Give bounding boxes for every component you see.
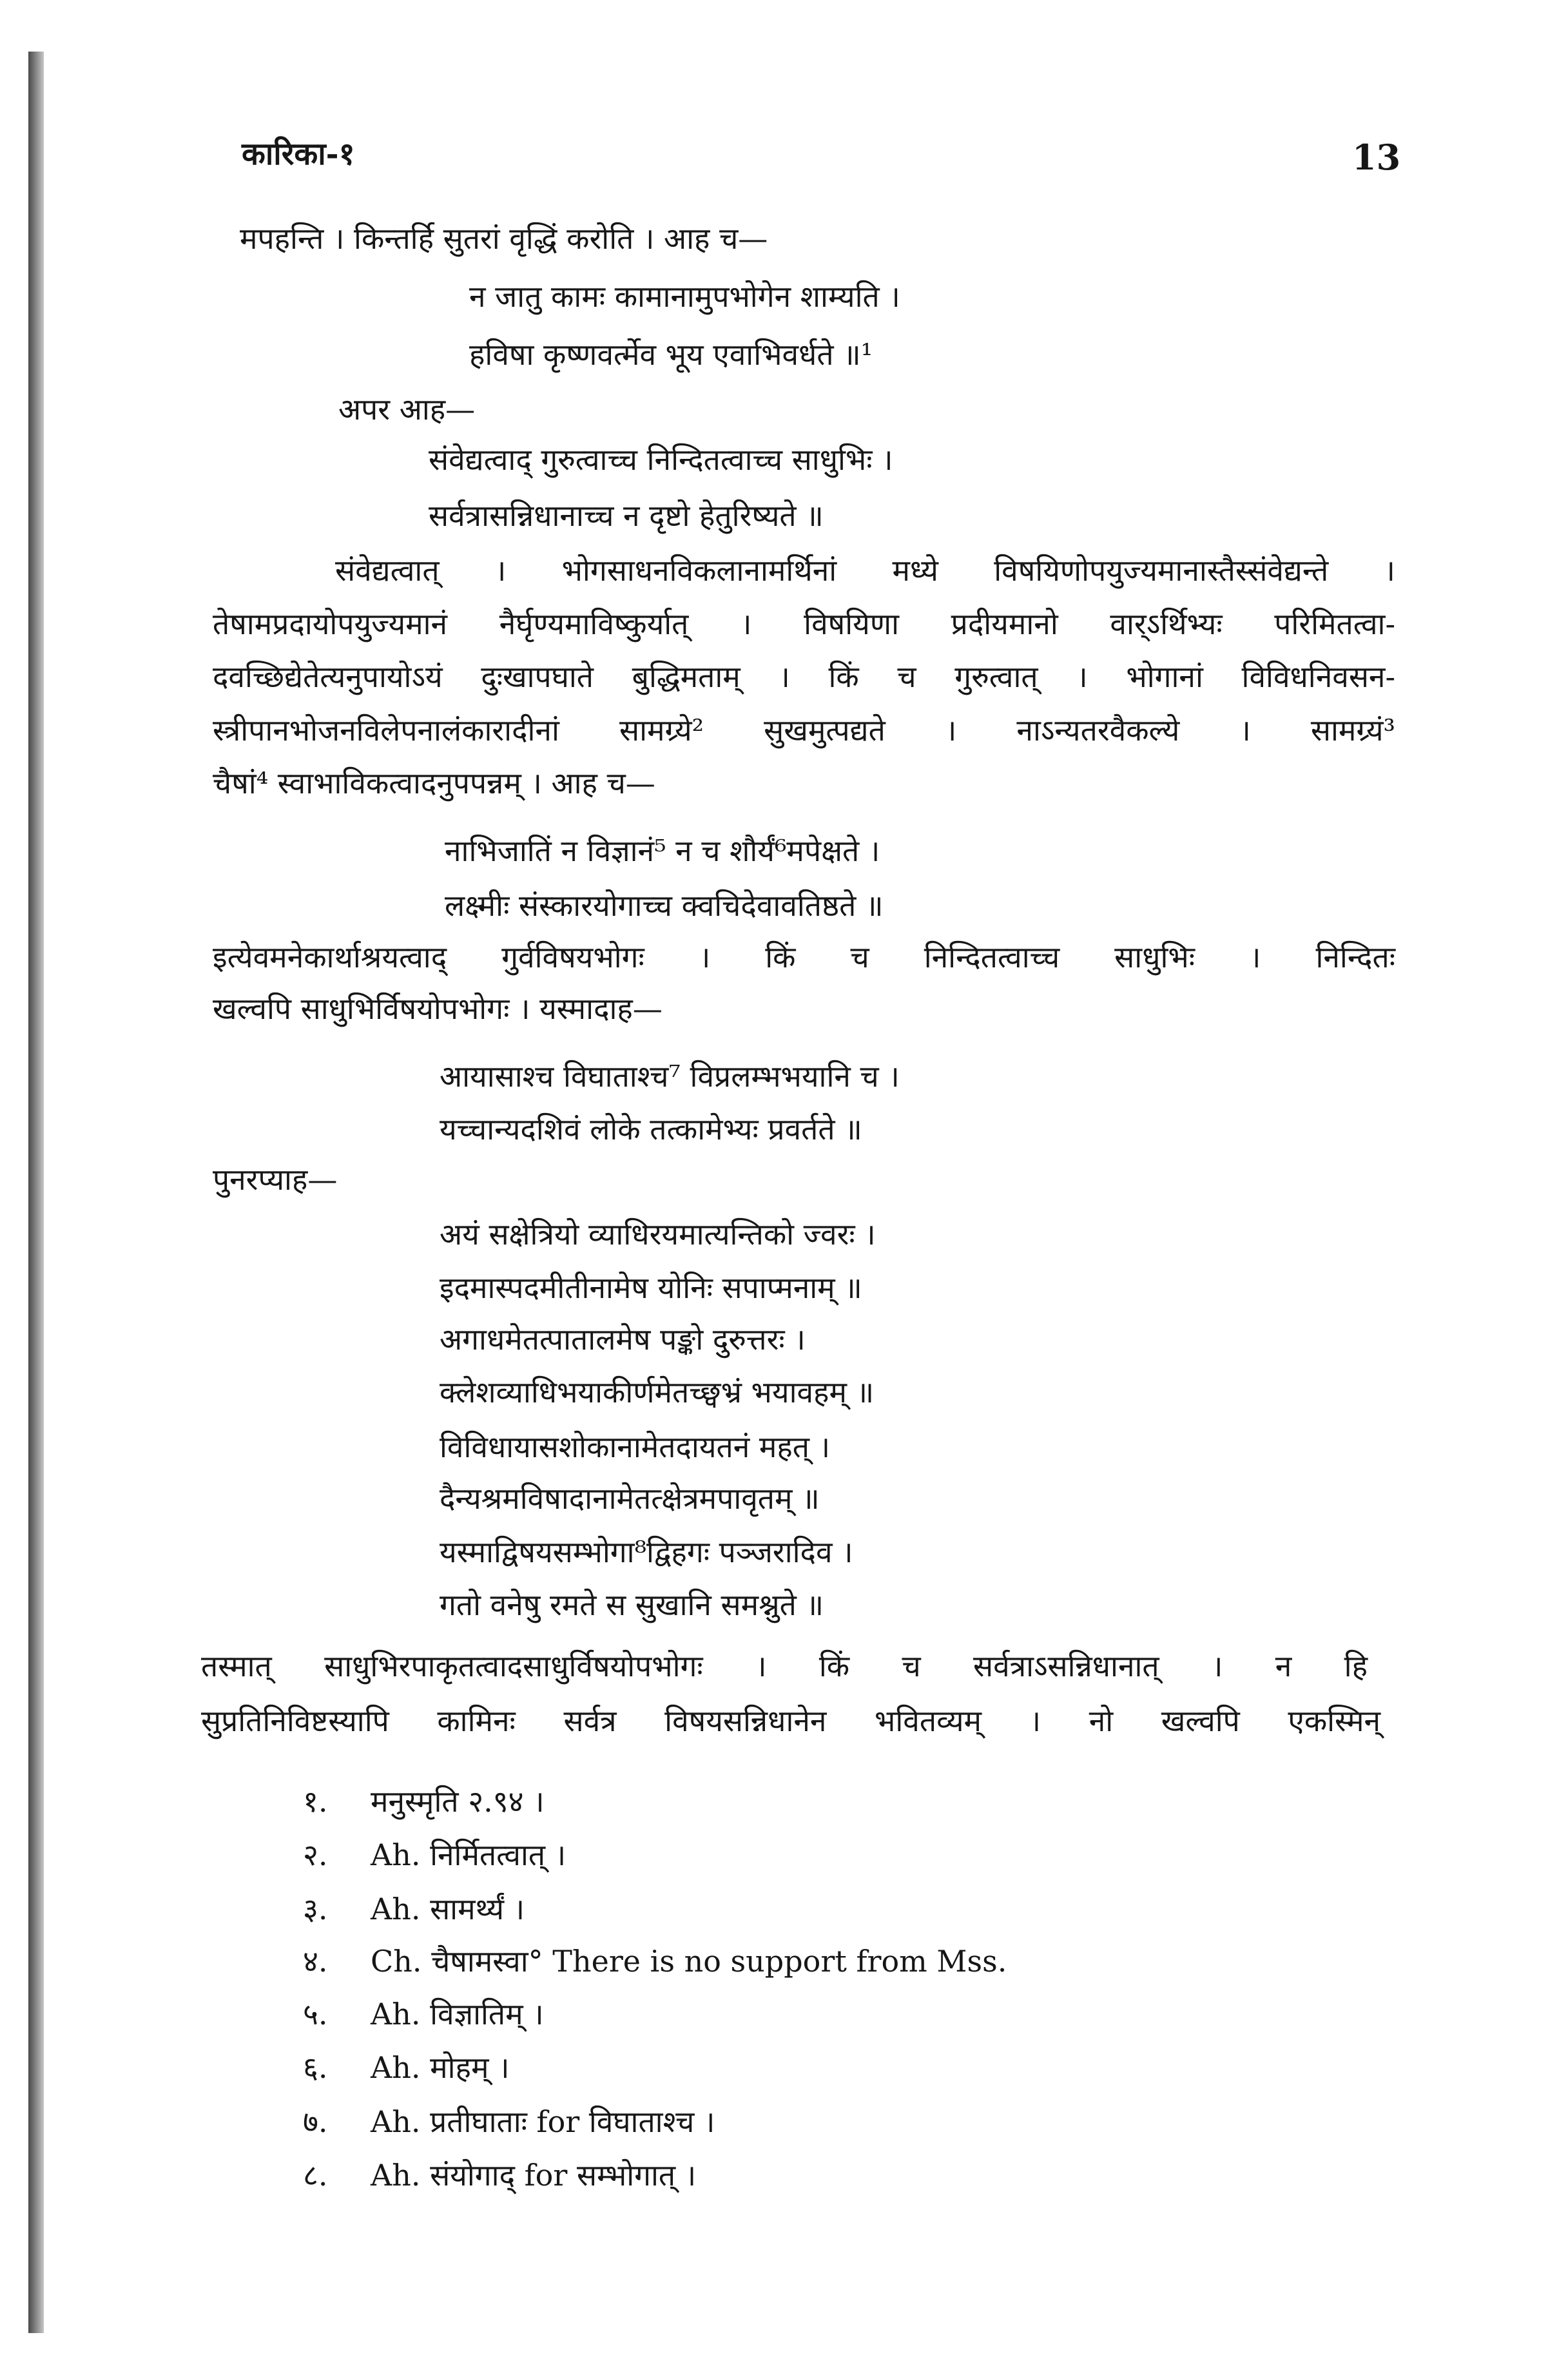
footnote [303,1890,525,1928]
footnote-text: Ah. संयोगाद् for सम्भोगात् । [371,2158,697,2193]
footnote [303,1942,1007,1981]
running-header: कारिका-१ [242,136,355,172]
footnote-number: १. [303,1784,328,1819]
verse-line: न जातु कामः कामानामुपभोगेन शाम्यति । [469,279,900,314]
verse-line: लक्ष्मीः संस्कारयोगाच्च क्वचिदेवावतिष्ठते ॥ [445,888,884,923]
prose-line: तस्मात् साधुभिरपाकृतत्वादसाधुर्विषयोपभोगः । किं च सर्वत्राऽसन्निधानात् । न हि [201,1649,1368,1683]
page-number: 13 [1352,137,1401,178]
verse-line: अयं सक्षेत्रियो व्याधिरयमात्यन्तिको ज्वरः । [440,1217,876,1252]
verse-line: हविषा कृष्णवर्त्मेव भूय एवाभिवर्धते ॥¹ [469,337,873,372]
verse-line: अगाधमेतत्पातालमेष पङ्को दुरुत्तरः । [440,1322,806,1357]
prose-line: संवेद्यत्वात् । भोगसाधनविकलानामर्थिनां मध्ये विषयिणोपयुज्यमानास्तैस्संवेद्यन्ते । [335,553,1395,588]
verse-line: क्लेशव्याधिभयाकीर्णमेतच्छ्वभ्रं भयावहम् ॥ [440,1375,875,1410]
footnote-text: Ah. मोहम् । [371,2050,510,2085]
prose-line: मपहन्ति । किन्तर्हि सुतरां वृद्धिं करोति । आह च— [240,221,768,256]
footnote-text: Ah. सामर्थ्यं । [371,1892,525,1926]
verse-line: यस्माद्विषयसम्भोगा⁸द्विहगः पञ्जरादिव । [440,1535,853,1569]
verse-line: संवेद्यत्वाद् गुरुत्वाच्च निन्दितत्वाच्च साधुभिः । [429,442,893,477]
footnote [303,1836,566,1874]
footnote [303,2156,696,2195]
verse-line: नाभिजातिं न विज्ञानं⁵ न च शौर्यं⁶मपेक्षते । [445,833,880,868]
prose-line: स्त्रीपानभोजनविलेपनालंकारादीनां सामग्र्ये² सुखमुत्पद्यते । नाऽन्यतरवैकल्ये । सामग्र्यं³ [213,713,1395,748]
verse-line: आयासाश्च विघाताश्च⁷ विप्रलम्भभयानि च । [440,1059,900,1094]
footnote-text: मनुस्मृति २.९४ । [371,1784,545,1819]
footnote [303,1782,545,1821]
footnote-number: ७. [303,2104,328,2139]
footnote-number: ६. [303,2050,328,2085]
verse-line: विविधायासशोकानामेतदायतनं महत् । [440,1429,831,1464]
footnote-text: Ah. निर्मितत्वात् । [371,1837,566,1872]
verse-line: यच्चान्यदशिवं लोके तत्कामेभ्यः प्रवर्तते ॥ [440,1112,862,1147]
prose-line: तेषामप्रदायोपयुज्यमानं नैर्घृण्यमाविष्कुर्यात् । विषयिणा प्रदीयमानो वार्ऽर्थिभ्यः परिमितत्वा- [213,606,1395,641]
footnote-number: २. [303,1837,328,1872]
footnote-number: ४. [303,1944,328,1979]
prose-line: चैषां⁴ स्वाभाविकत्वादनुपपन्नम् । आह च— [213,766,655,800]
prose-line: सुप्रतिनिविष्टस्यापि कामिनः सर्वत्र विषयसन्निधानेन भवितव्यम् । नो खल्वपि एकस्मिन् [201,1703,1380,1738]
footnote-number: ८. [303,2158,328,2193]
verse-line: इदमास्पदमीतीनामेष योनिः सपाप्मनाम् ॥ [440,1270,862,1305]
prose-line: इत्येवमनेकार्थाश्रयत्वाद् गुर्वविषयभोगः । किं च निन्दितत्वाच्च साधुभिः । निन्दितः [213,940,1395,974]
quote-intro: पुनरप्याह— [213,1162,338,1197]
footnote [303,1995,544,2033]
quote-intro: अपर आह— [338,392,476,427]
footnote [303,2102,715,2141]
verse-line: गतो वनेषु रमते स सुखानि समश्नुते ॥ [440,1587,824,1622]
prose-line: खल्वपि साधुभिर्विषयोपभोगः । यस्मादाह— [213,991,663,1026]
footnote-text: Ah. प्रतीघाताः for विघाताश्च । [371,2104,715,2139]
prose-line: दवच्छिद्येतेत्यनुपायोऽयं दुःखापघाते बुद्धिमताम् । किं च गुरुत्वात् । भोगानां विविधनिवसन- [213,659,1395,694]
footnote-text: Ch. चैषामस्वा° There is no support from Mss. [371,1944,1007,1979]
footnote-number: ५. [303,1997,328,2031]
footnote-text: Ah. विज्ञातिम् । [371,1997,544,2031]
verse-line: दैन्यश्रमविषादानामेतत्क्षेत्रमपावृतम् ॥ [440,1481,820,1516]
footnote [303,2048,510,2087]
footnote-number: ३. [303,1892,328,1926]
verse-line: सर्वत्रासन्निधानाच्च न दृष्टो हेतुरिष्यते ॥ [429,498,824,533]
